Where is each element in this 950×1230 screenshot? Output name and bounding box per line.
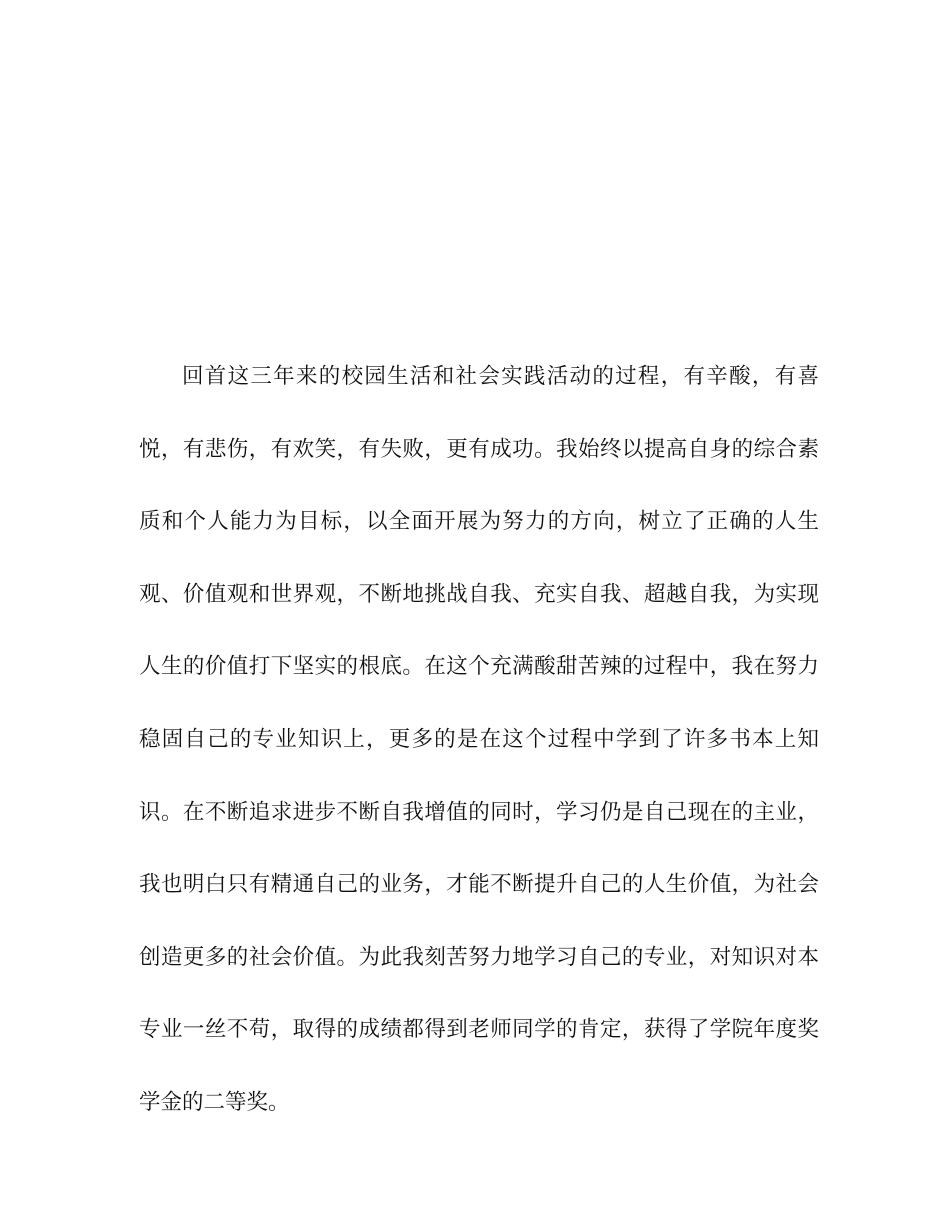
body-paragraph: 回首这三年来的校园生活和社会实践活动的过程，有辛酸，有喜悦，有悲伤，有欢笑，有失败，更有成功。我始终以提高自身的综合素质和个人能力为目标，以全面开展为努力的方向，树立了正确的人生观、价值观和世界观，不断地挑战自我、充实自我、超越自我，为实现人生的价值打下坚实的根底。在这个充满酸甜苦辣的过程中，我在努力稳固自己的专业知识上，更多的是在这个过程中学到了许多书本上知识。在不断追求进步不断自我增值的同时，学习仍是自己现在的主业，我也明白只有精通自己的业务，才能不断提升自己的人生价值，为社会创造更多的社会价值。为此我刻苦努力地学习自己的专业，对知识对本专业一丝不苟，取得的成绩都得到老师同学的肯定，获得了学院年度奖学金的二等奖。 <box>139 364 819 1115</box>
